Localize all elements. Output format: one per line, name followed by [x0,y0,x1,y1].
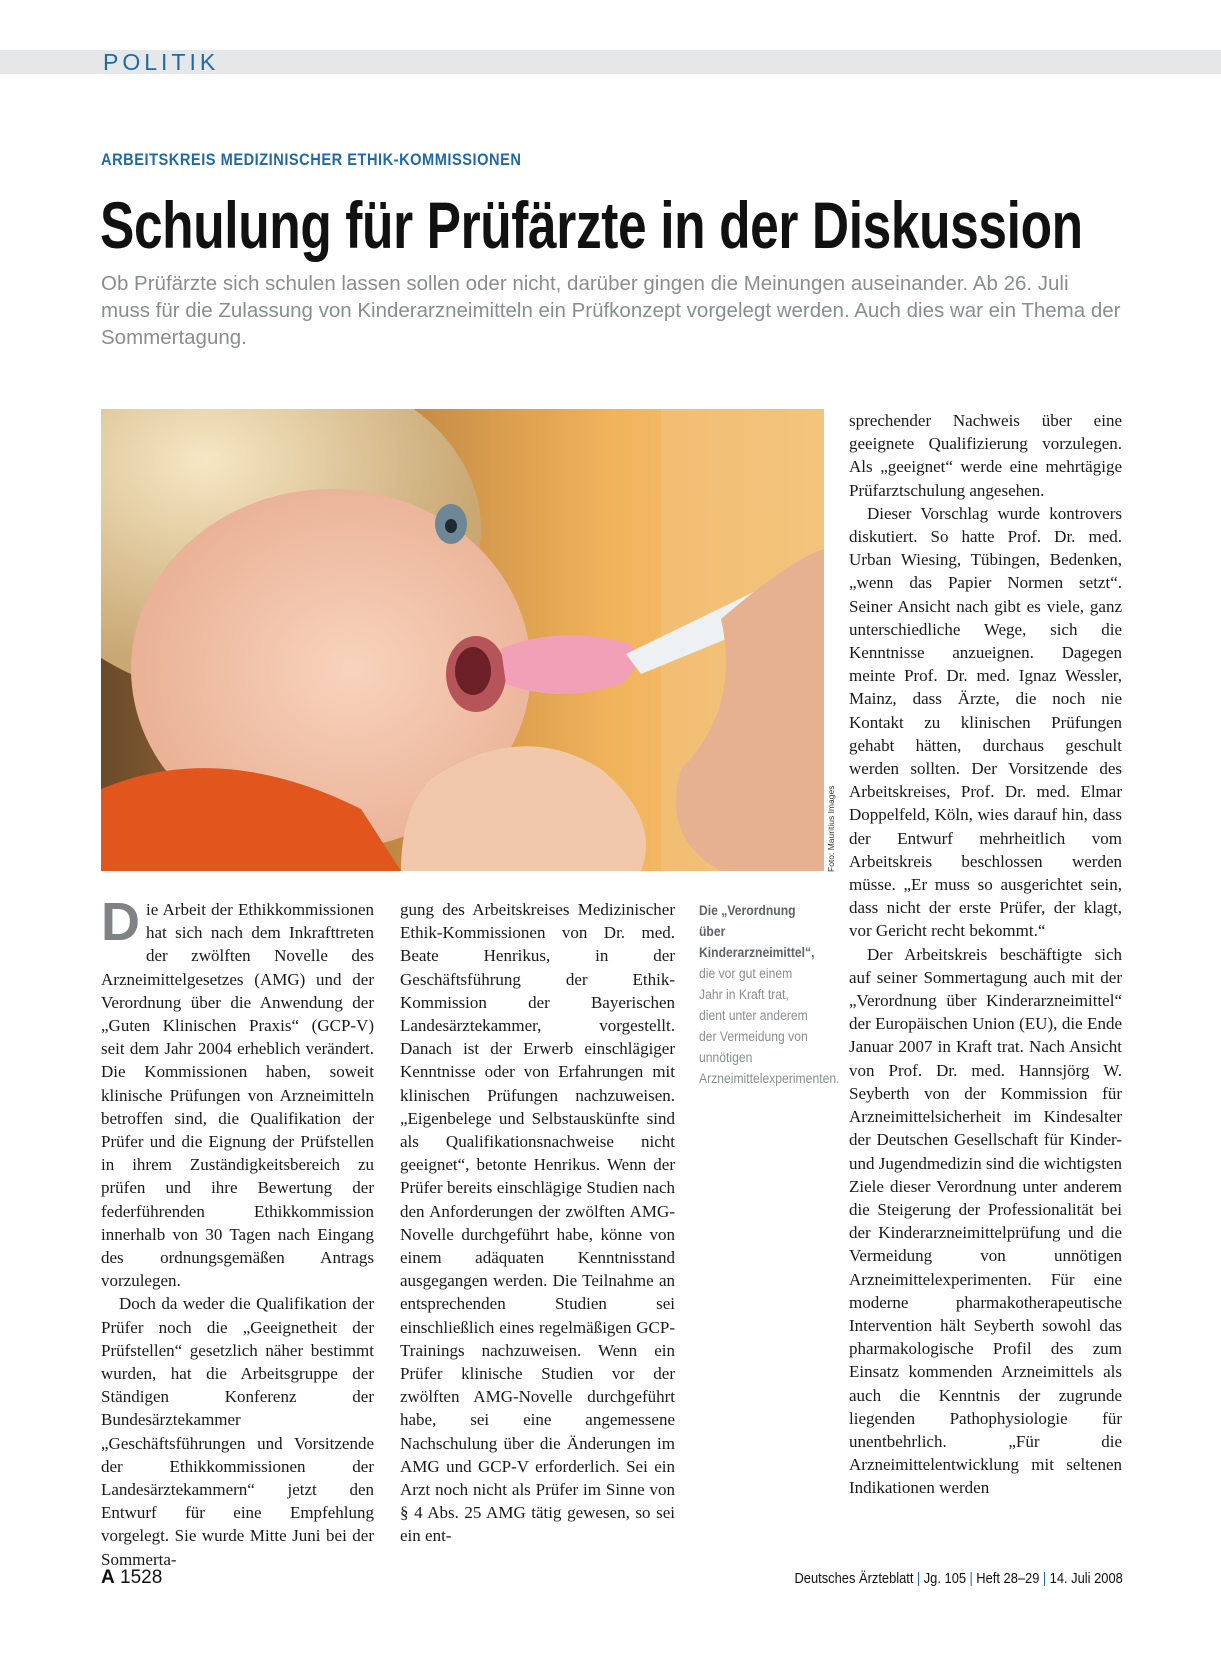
paragraph: Der Arbeitskreis beschäftigte sich auf seiner Sommertagung auch mit der „Verordnung über Kinderarzneimittel“ der Europäischen Union (EU), die Ende Januar 2007 in Kraft trat. Nach Ansicht von Prof. Dr. med. Hannsjörg W. Seyberth von der Kommission für Arzneimittelsicherheit im Kindesalter der Deutschen Gesellschaft für Kinder- und Jugendmedizin sind die wichtigsten Ziele dieser Verordnung unter anderem die Steigerung der Professionalität bei der Kinderarzneimittelprüfung und die Vermeidung von unnötigen Arzneimittelexperimenten. Für eine moderne pharmakotherapeutische Intervention hält Seyberth sowohl das pharmakologische Profil des zum Einsatz kommenden Arzneimittels als auch die Kenntnis der zugrunde liegenden Pathophysiologie für unentbehrlich. „Für die Arzneimittelentwicklung mit seltenen Indikationen werden [849,944,1122,1498]
drop-cap: D [101,892,140,952]
article-column-3 [849,409,1122,1500]
page-prefix: A [101,1567,115,1588]
paragraph: Doch da weder die Qualifikation der Prüfer noch die „Geeignetheit der Prüfstellen“ gesetzlich näher bestimmt wurden, hat die Arbeitsgruppe der Ständigen Konferenz der Bundesärztekammer „Geschäftsführungen und Vorsitzende der Ethikkommissionen der Landesärztekammern“ jetzt den Entwurf für eine Empfehlung vorgelegt. Sie wurde Mitte Juni bei der Sommerta- [101,1294,374,1569]
paragraph: gung des Arbeitskreises Medizinischer Ethik-Kommissionen von Dr. med. Beate Henrikus, in der Geschäftsführung der Ethik-Kommission der Bayerischen Landesärztekammer, vorgestellt. Danach ist der Erwerb einschlägiger Kenntnisse oder von Erfahrungen mit klinischen Prüfungen nachzuweisen. „Eigenbelege und Selbstauskünfte sind als Qualifikationsnachweise nicht geeignet“, betonte Henrikus. Wenn der Prüfer bereits einschlägige Studien nach den Anforderungen der zwölften AMG-Novelle durchgeführt habe, könne von einem adäquaten Kenntnisstand ausgegangen werden. Die Teilnahme an entsprechenden Studien sei einschließlich eines regelmäßigen GCP-Trainings nachzuweisen. Wenn ein Prüfer klinische Studien vor der zwölften AMG-Novelle durchgeführt habe, sei eine angemessene Nachschulung über die Änderungen im AMG und GCP-V erforderlich. Sei ein Arzt noch nicht als Prüfer im Sinne von § 4 Abs. 25 AMG tätig gewesen, so sei ein ent- [400,900,675,1546]
photo-credit: Foto: Mauritius Images [826,785,836,872]
article-photo [101,409,824,871]
publication-info [795,1570,1123,1587]
article-column-1 [101,892,374,1571]
paragraph-text: ie Arbeit der Ethikkommissionen hat sich nach dem Inkrafttreten der zwölften Novelle des Arzneimittelgesetzes (AMG) und der Verordnung über die Anwendung der „Guten Klinischen Praxis“ (GCP-V) seit dem Jahr 2004 erheblich verändert. Die Kommissionen haben, soweit klinische Prüfungen von Arzneimitteln betroffen sind, die Qualifikation der Prüfer und die Eignung der Prüfstellen in ihrem Zuständigkeitsbereich zu prüfen und ihre Bewertung der federführenden Ethikkommission innerhalb von 30 Tagen nach Eingang des ordnungsgemäßen Antrags vorzulegen. [101,900,374,1291]
separator: | [1043,1570,1047,1587]
lead-paragraph: Ob Prüfärzte sich schulen lassen sollen oder nicht, darüber gingen die Meinungen auseinander. Ab 26. Juli muss für die Zulassung von Kinderarzneimitteln ein Prüfkonzept vorgelegt werden. Auch dies war ein Thema der Sommertagung. [101,272,1121,349]
section-label: POLITIK [103,49,220,75]
caption-title: Die „Verordnung über Kinderarzneimittel“, [699,903,815,960]
photo-caption [699,900,840,1089]
journal-name: Deutsches Ärzteblatt [794,1570,914,1587]
paragraph [101,892,374,1292]
issue: Heft 28–29 [976,1570,1040,1587]
page-number-value: 1528 [120,1567,163,1588]
page-number [101,1567,162,1589]
separator: | [917,1570,921,1587]
paragraph: Dieser Vorschlag wurde kontrovers diskutiert. So hatte Prof. Dr. med. Urban Wiesing, Tübingen, Bedenken, „wenn das Papier Normen setzt“. Seiner Ansicht nach gibt es viele, ganz unterschiedliche Wege, sich die Kenntnisse anzueignen. Dagegen meinte Prof. Dr. med. Ignaz Wessler, Mainz, dass Ärzte, die noch nie Kontakt zu klinischen Prüfungen gehabt hätten, durchaus geschult werden sollten. Der Vorsitzende des Arbeitskreises, Prof. Dr. med. Elmar Doppelfeld, Köln, wies darauf hin, dass der Entwurf mehrheitlich vom Arbeitskreis beschlossen werden müsse. „Er muss so ausgerichtet sein, dass nicht der erste Prüfer, der klagt, vor Gericht recht bekommt.“ [849,503,1122,941]
headline: Schulung für Prüfärzte in der Diskussion [100,188,1083,262]
paragraph: sprechender Nachweis über eine geeignete Qualifizierung vorzulegen. Als „geeignet“ werde eine mehrtägige Prüfarztschulung angesehen. [849,411,1122,500]
date: 14. Juli 2008 [1049,1570,1123,1587]
volume: Jg. 105 [923,1570,967,1587]
article-column-2 [400,898,675,1548]
kicker: ARBEITSKREIS MEDIZINISCHER ETHIK-KOMMISSIONEN [101,150,522,169]
separator: | [969,1570,974,1587]
caption-text: die vor gut einem Jahr in Kraft trat, dient unter anderem der Vermeidung von unnötigen Arzneimittelexperimenten. [699,966,840,1086]
